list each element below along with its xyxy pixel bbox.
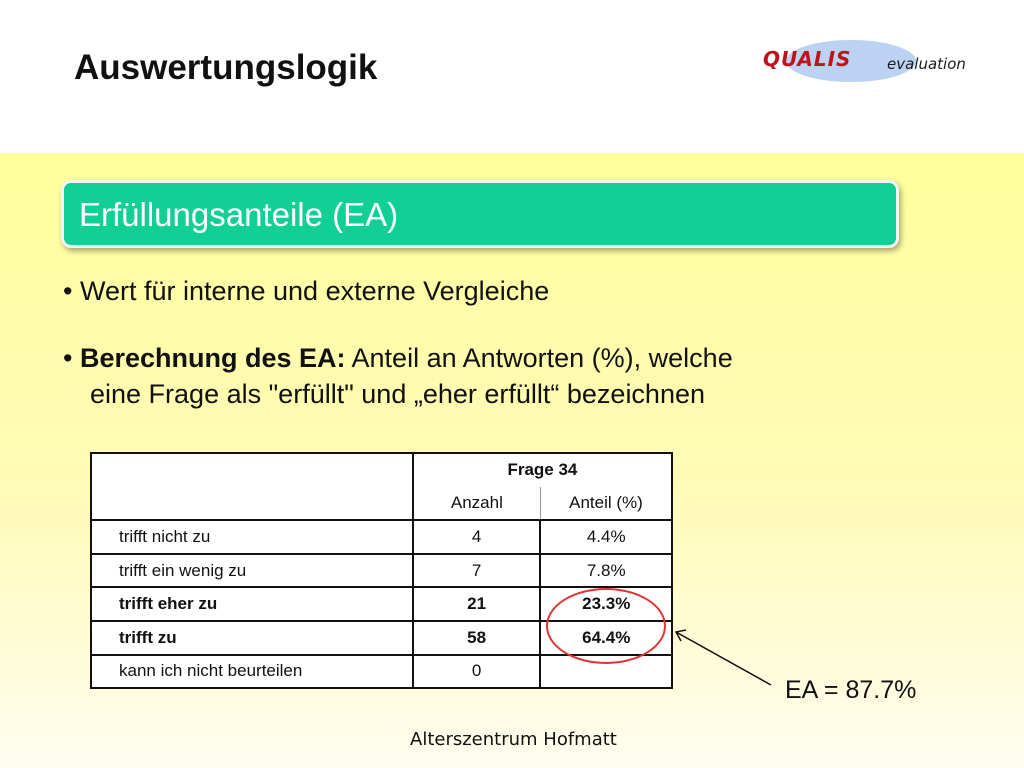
bullet-text-line2: eine Frage als "erfüllt" und „eher erfüllt“ bezeichnen — [90, 379, 706, 409]
column-header-share: Anteil (%) — [540, 487, 672, 521]
ea-result: EA = 87.7% — [785, 676, 917, 704]
bullet-marker: • — [63, 343, 80, 373]
bullet-comparisons: • Wert für interne und externe Vergleiche — [63, 276, 550, 306]
logo-sub-text: evaluation — [887, 55, 966, 73]
row-label: trifft nicht zu — [91, 520, 413, 554]
section-header-text: Erfüllungsanteile (EA) — [79, 196, 399, 233]
footer-text: Alterszentrum Hofmatt — [410, 729, 617, 750]
logo-brand-text: QUALIS — [763, 47, 852, 71]
slide-title: Auswertungslogik — [74, 48, 378, 87]
row-count: 58 — [413, 621, 541, 655]
row-share: 7.8% — [540, 554, 672, 588]
row-label: trifft zu — [91, 621, 413, 655]
table-group-header: Frage 34 — [413, 453, 672, 487]
row-label: trifft eher zu — [91, 587, 413, 621]
row-share: 4.4% — [540, 520, 672, 554]
row-label: trifft ein wenig zu — [91, 554, 413, 588]
bullet-text-line1: Anteil an Antworten (%), welche — [345, 343, 733, 373]
row-count: 4 — [413, 520, 541, 554]
arrow-line — [676, 632, 771, 685]
column-header-count: Anzahl — [413, 487, 541, 521]
row-count: 21 — [413, 587, 541, 621]
row-share: 23.3% — [540, 587, 672, 621]
row-label: kann ich nicht beurteilen — [91, 655, 413, 689]
row-count: 7 — [413, 554, 541, 588]
row-count: 0 — [413, 655, 541, 689]
row-share: 64.4% — [540, 621, 672, 655]
bullet-bold-term: Berechnung des EA: — [79, 343, 346, 373]
